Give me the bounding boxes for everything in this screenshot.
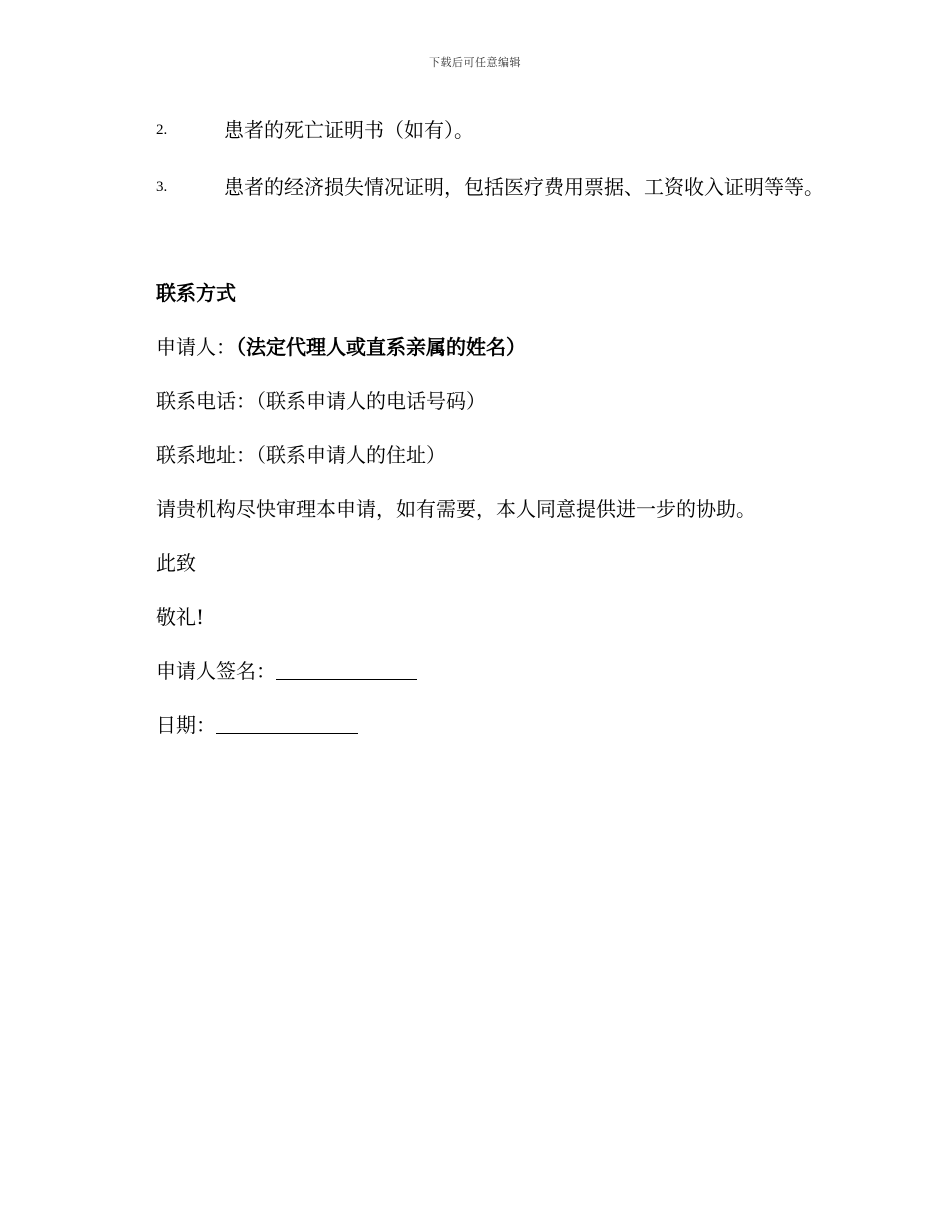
list-item-3 xyxy=(112,164,836,258)
list-item-number: 2. xyxy=(156,122,168,138)
phone-value: （联系申请人的电话号码） xyxy=(256,389,486,413)
address-value: （联系申请人的住址） xyxy=(256,443,446,467)
list-item-2 xyxy=(112,110,836,150)
closing-salute: 敬礼! xyxy=(156,605,205,629)
signature-line xyxy=(112,644,836,698)
address-label: 联系地址： xyxy=(156,443,256,467)
phone-label: 联系电话： xyxy=(156,389,256,413)
page-header-note: 下载后可任意编辑 xyxy=(429,56,521,69)
list-item-text: 患者的经济损失情况证明，包括医疗费用票据、工资收入证明等等。 xyxy=(224,175,824,199)
date-label: 日期： xyxy=(156,713,216,737)
signature-blank[interactable] xyxy=(276,661,417,680)
address-line xyxy=(112,428,836,482)
applicant-value: （法定代理人或直系亲属的姓名） xyxy=(236,335,526,359)
document-body xyxy=(112,110,836,752)
closing-request: 请贵机构尽快审理本申请，如有需要，本人同意提供进一步的协助。 xyxy=(156,497,756,521)
phone-line xyxy=(112,374,836,428)
signature-label: 申请人签名： xyxy=(156,659,276,683)
applicant-label: 申请人： xyxy=(156,335,236,359)
list-item-text: 患者的死亡证明书（如有）。 xyxy=(224,118,474,142)
date-blank[interactable] xyxy=(216,715,358,734)
contact-heading: 联系方式 xyxy=(156,281,236,305)
list-item-number: 3. xyxy=(156,179,168,195)
closing-to: 此致 xyxy=(156,551,196,575)
date-line xyxy=(112,698,836,752)
applicant-line xyxy=(112,320,836,374)
